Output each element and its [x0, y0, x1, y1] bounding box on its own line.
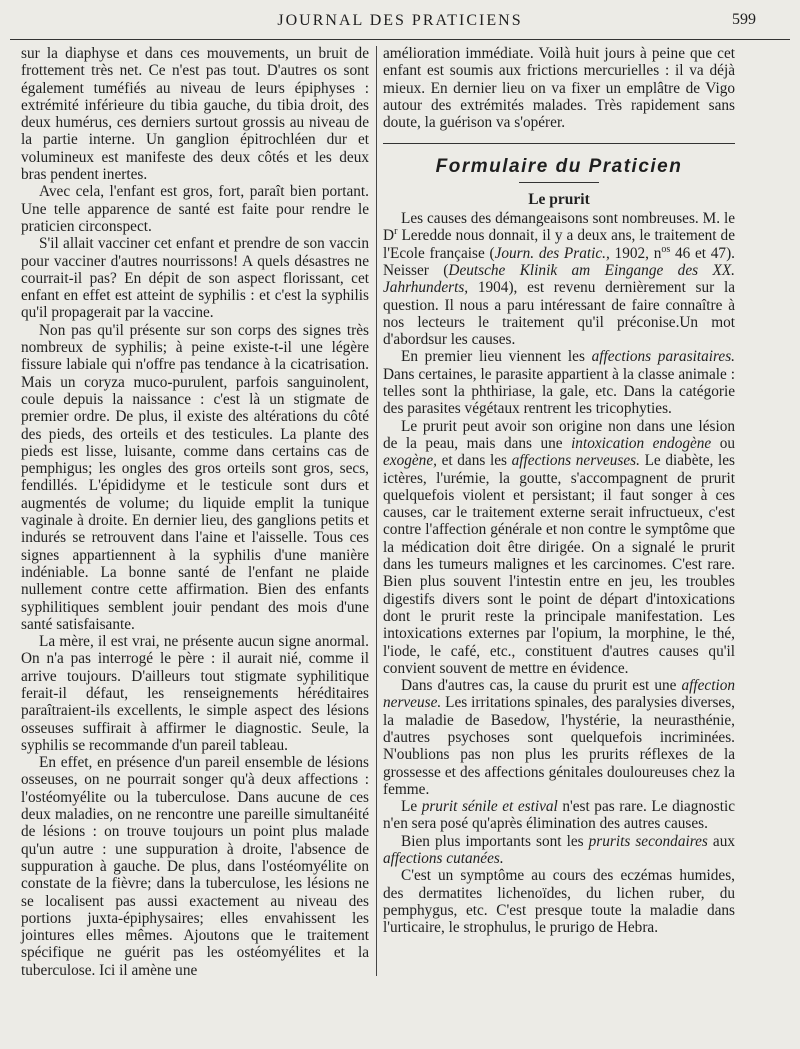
paragraph: sur la diaphyse et dans ces mouvements, un bruit de frottement très net. Ce n'est pas tout. D'autres os sont également tuméfiés au niveau de leurs épiphyses : extrémité inférieure du tibia gauche, du tibia droit, des deux humérus, ces derniers surtout grossis au niveau de la partie interne. Un ganglion épitrochléen dur et volumineux est manifeste des deux côtés et les deux bras pendent inertes.	[21, 45, 369, 184]
section-short-rule	[519, 182, 599, 183]
paragraph: Non pas qu'il présente sur son corps des signes très nombreux de syphilis; à peine existe-t-il une légère fissure labiale qui n'offre pas tendance à la cicatrisation. Mais un coryza muco-purulent, parfois sanguinolent, coule depuis la naissance : c'est là un stigmate de premier ordre. De plus, il existe des altérations du côté des pieds, des orteils et des testicules. La plante des pieds est lisse, luisante, comme dans certains cas de pemphigus; les ongles des gros orteils sont gros, secs, fendillés. L'épididyme et le testicule sont durs et augmentés de volume; du liquide emplit la tunique vaginale à droite. En dernier lieu, des ganglions petits et indurés se retrouvent dans l'aine et l'aisselle. Tous ces signes appartiennent à la syphilis d'une manière indéniable. La bonne santé de l'enfant ne plaide nullement contre cette affirmation. Bien des enfants syphilitiques semblent jouir pendant des mois d'une santé satisfaisante.	[21, 321, 369, 633]
paragraph	[383, 677, 735, 798]
right-column-continuation	[383, 45, 735, 131]
text-run: Leredde nous donnait, il y a deux ans, le traitement de l'Ecole française (	[383, 227, 735, 262]
paragraph	[383, 210, 735, 348]
text-run: Bien plus importants sont les	[401, 832, 589, 850]
italic-text: affections cutanées.	[383, 850, 504, 868]
italic-text: Deutsche Klinik am Eingange des XX. Jahrhunderts,	[383, 261, 735, 297]
italic-text: affection nerveuse.	[383, 677, 735, 712]
paragraph	[383, 833, 735, 868]
paragraph	[383, 798, 735, 833]
italic-text: affections parasitaires.	[591, 348, 735, 366]
text-run: Le prurit peut avoir son origine non dans une lésion de la peau, mais dans une	[383, 417, 735, 452]
text-run: 46 et 47). Neisser (	[383, 244, 735, 279]
page-header	[0, 0, 800, 40]
paragraph	[383, 867, 735, 936]
paragraph: En effet, en présence d'un pareil ensemble de lésions osseuses, on ne pourrait songer qu'à deux affections : l'ostéomyélite ou la tuberculose. Dans aucune de ces deux maladies, on ne rencontre une pareille simultanéité de lésions : on trouve toujours un point plus malade qu'un autre : une suppuration à droite, l'absence de suppuration à gauche. De plus, dans l'ostéomyélite on constate de la fièvre; dans la tuberculose, les lésions ne se localisent pas aussi exactement au niveau des portions juxta-épiphysaires; elles envahissent les jointures elles mêmes. Ajoutons que le traitement spécifique ne guérit pas les ostéomyélites et la tuberculose. Ici il amène une	[21, 754, 369, 979]
header-rule	[10, 39, 790, 40]
column-divider	[376, 46, 377, 976]
left-column	[21, 45, 369, 979]
section-title: Formulaire du Praticien	[435, 156, 683, 178]
italic-text: prurits secondaires	[588, 832, 708, 850]
text-run: ou	[711, 434, 736, 452]
text-run: Dans d'autres cas, la cause du prurit est une	[401, 677, 682, 695]
text-run: En premier lieu viennent les	[401, 348, 592, 366]
text-run: 1904), est revenu dernièrement sur la question. Il nous a paru intéressant de faire connaître à nos lecteurs le traitement qu'il préconise.Un mot d'abordsur les causes.	[383, 279, 735, 349]
italic-text: Journ. des Pratic.,	[494, 244, 610, 262]
right-column	[383, 45, 735, 937]
text-run: et dans les	[436, 452, 512, 470]
text-run: C'est un symptôme au cours des eczémas humides, des dermatites lichenoïdes, du lichen ruber, du pemphygus, etc. C'est presque toute la maladie dans l'urticaire, le strophulus, le prurigo de Hebra.	[383, 867, 735, 937]
text-run: Les irritations spinales, des paralysies diverses, la maladie de Basedow, l'hystérie, la neurasthénie, d'autres psychoses sont quelquefois incriminées. N'oublions pas non plus les prurits réflexes de la grossesse et des affections génitales douloureuses chez la femme.	[383, 694, 735, 798]
italic-text: exogène,	[383, 452, 437, 470]
text-run: Le	[401, 798, 422, 816]
page-number: 599	[732, 11, 756, 28]
superscript: r	[394, 226, 398, 238]
text-run: Les causes des démangeaisons sont nombreuses. M. le D	[383, 210, 735, 245]
paragraph	[383, 418, 735, 677]
superscript: os	[661, 243, 671, 255]
text-run: 1902, n	[609, 244, 662, 262]
text-run: Dans certaines, le parasite appartient à la classe animale : telles sont la phthiriase, la gale, etc. Dans la catégorie des parasites végétaux rentrent les tricophyties.	[383, 365, 735, 418]
paragraph	[383, 348, 735, 417]
article-title: Le prurit	[528, 190, 590, 208]
paragraph: Avec cela, l'enfant est gros, fort, paraît bien portant. Une telle apparence de santé est faite pour rendre le praticien circonspect.	[21, 183, 369, 235]
section-top-rule	[383, 143, 735, 144]
italic-text: affections nerveuses.	[511, 452, 640, 470]
italic-text: intoxication endogène	[571, 434, 712, 452]
text-run: Le diabète, les ictères, l'urémie, la goutte, s'accompagnent de prurit quelquefois violent et persistant; il faut songer à ces causes, car le traitement externe serait infructueux, c'est contre l'affection générale et non contre le symptôme que la médication doit être dirigée. On a signalé le prurit dans les tumeurs malignes et les carcinomes. C'est rare. Bien plus souvent l'intestin entre en jeu, les troubles digestifs divers sont le point de départ d'intoxications dont le prurit reste la principale manifestation. Les intoxications externes par l'opium, la morphine, le thé, l'iode, le café, etc., constituent d'autres causes qu'il convient souvent de mettre en évidence.	[383, 452, 736, 677]
paragraph: La mère, il est vrai, ne présente aucun signe anormal. On n'a pas interrogé le père : il aurait nié, comme il arrive toujours. D'ailleurs tout stigmate syphilitique ferait-il défaut, les renseignements héréditaires paraîtraient-ils excellents, le simple aspect des lésions osseuses suffirait à affirmer le diagnostic. Seule, la syphilis se recommande d'un pareil tableau.	[21, 633, 369, 754]
text-run: n'est pas rare. Le diagnostic n'en sera posé qu'après élimination des autres causes.	[383, 798, 735, 833]
journal-title: JOURNAL DES PRATICIENS	[277, 12, 523, 29]
paragraph: S'il allait vacciner cet enfant et prendre de son vaccin pour vacciner d'autres nourrissons! A quels désastres ne courrait-il pas? En dépit de son aspect florissant, cet enfant en effet est atteint de syphilis : et c'est la syphilis qu'il propagerait par la vaccine.	[21, 235, 369, 322]
article-body	[383, 210, 735, 936]
text-run: aux	[707, 832, 736, 850]
paragraph: amélioration immédiate. Voilà huit jours à peine que cet enfant est soumis aux frictions mercurielles : il va déjà mieux. En dernier lieu on va fixer un emplâtre de Vigo autour des extrémités malades. Très rapidement sans doute, la guérison va s'opérer.	[383, 45, 735, 132]
italic-text: prurit sénile et estival	[421, 798, 558, 816]
